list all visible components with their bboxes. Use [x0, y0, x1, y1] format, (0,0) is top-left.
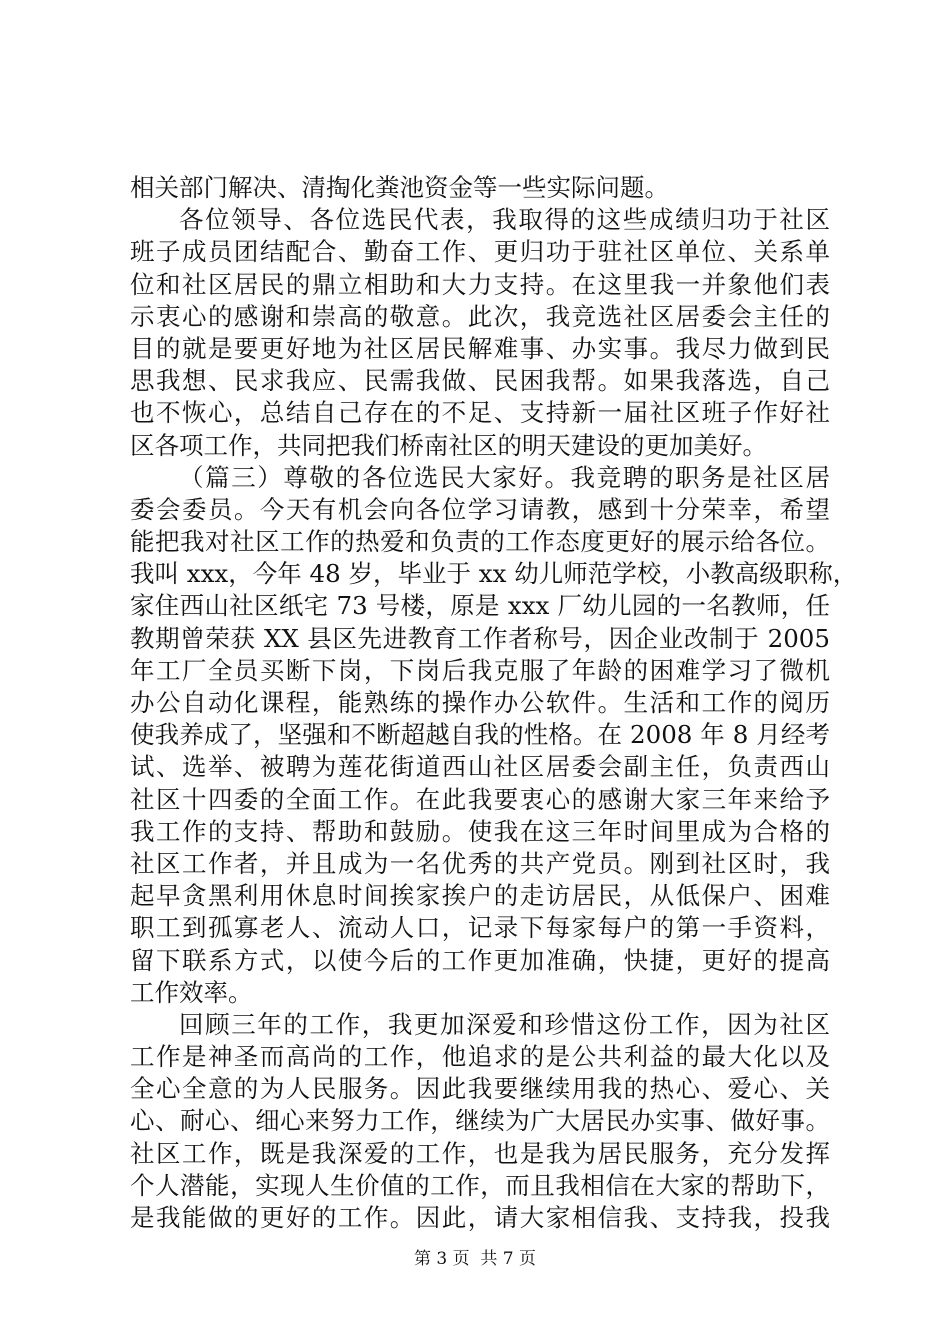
text-line: 目的就是要更好地为社区居民解难事、办实事。我尽力做到民 [130, 333, 830, 363]
text-line: 相关部门解决、清掏化粪池资金等一些实际问题。 [130, 173, 669, 202]
text-line: 使我养成了，坚强和不断超越自我的性格。在 2008 年 8 月经考 [130, 720, 830, 750]
text-line: 示衷心的感谢和崇高的敬意。此次，我竞选社区居委会主任的 [130, 301, 830, 331]
text-line: （篇三）尊敬的各位选民大家好。我竞聘的职务是社区居 [179, 462, 830, 492]
text-line: 教期曾荣获 XX 县区先进教育工作者称号，因企业改制于 2005 [130, 623, 830, 653]
text-line: 能把我对社区工作的热爱和负责的工作态度更好的展示给各位。 [130, 527, 830, 557]
text-line: 班子成员团结配合、勤奋工作、更归功于驻社区单位、关系单 [130, 237, 830, 267]
text-line: 年工厂全员买断下岗，下岗后我克服了年龄的困难学习了微机 [130, 655, 830, 685]
text-line: 是我能做的更好的工作。因此，请大家相信我、支持我，投我 [130, 1203, 830, 1232]
text-line: 回顾三年的工作，我更加深爱和珍惜这份工作，因为社区 [179, 1009, 830, 1039]
page-number-label: 第 3 页 共 7 页 [413, 1249, 537, 1269]
document-body [130, 172, 858, 1234]
text-line: 试、选举、被聘为莲花街道西山社区居委会副主任，负责西山 [130, 752, 830, 782]
text-line: 起早贪黑利用休息时间挨家挨户的走访居民，从低保户、困难 [130, 881, 830, 911]
text-line: 我工作的支持、帮助和鼓励。使我在这三年时间里成为合格的 [130, 816, 830, 846]
text-line: 区各项工作，共同把我们桥南社区的明天建设的更加美好。 [130, 430, 767, 460]
text-line: 心、耐心、细心来努力工作，继续为广大居民办实事、做好事。 [130, 1106, 830, 1136]
text-line: 也不恢心，总结自己存在的不足、支持新一届社区班子作好社 [130, 398, 830, 428]
text-line: 社区十四委的全面工作。在此我要衷心的感谢大家三年来给予 [130, 784, 830, 814]
text-line: 工作效率。 [130, 977, 253, 1007]
text-line: 委会委员。今天有机会向各位学习请教，感到十分荣幸，希望 [130, 494, 830, 524]
text-line: 职工到孤寡老人、流动人口，记录下每家每户的第一手资料， [130, 913, 830, 943]
text-line: 全心全意的为人民服务。因此我要继续用我的热心、爱心、关 [130, 1074, 830, 1104]
text-line: 思我想、民求我应、民需我做、民困我帮。如果我落选，自己 [130, 366, 830, 396]
text-line: 社区工作者，并且成为一名优秀的共产党员。刚到社区时，我 [130, 848, 830, 878]
text-line: 我叫 xxx，今年 48 岁，毕业于 xx 幼儿师范学校，小教高级职称， [130, 559, 858, 589]
text-line: 工作是神圣而高尚的工作，他追求的是公共利益的最大化以及 [130, 1042, 830, 1072]
text-line: 个人潜能，实现人生价值的工作，而且我相信在大家的帮助下， [130, 1170, 830, 1200]
text-line: 家住西山社区纸宅 73 号楼，原是 xxx 厂幼儿园的一名教师，任 [130, 591, 830, 621]
text-line: 社区工作，既是我深爱的工作，也是我为居民服务，充分发挥 [130, 1138, 830, 1168]
text-line: 各位领导、各位选民代表，我取得的这些成绩归功于社区 [179, 205, 830, 235]
text-line: 位和社区居民的鼎立相助和大力支持。在这里我一并象他们表 [130, 269, 830, 299]
text-line: 留下联系方式，以使今后的工作更加准确，快捷，更好的提高 [130, 945, 830, 975]
page-footer [0, 1244, 950, 1269]
text-line: 办公自动化课程，能熟练的操作办公软件。生活和工作的阅历 [130, 688, 830, 717]
